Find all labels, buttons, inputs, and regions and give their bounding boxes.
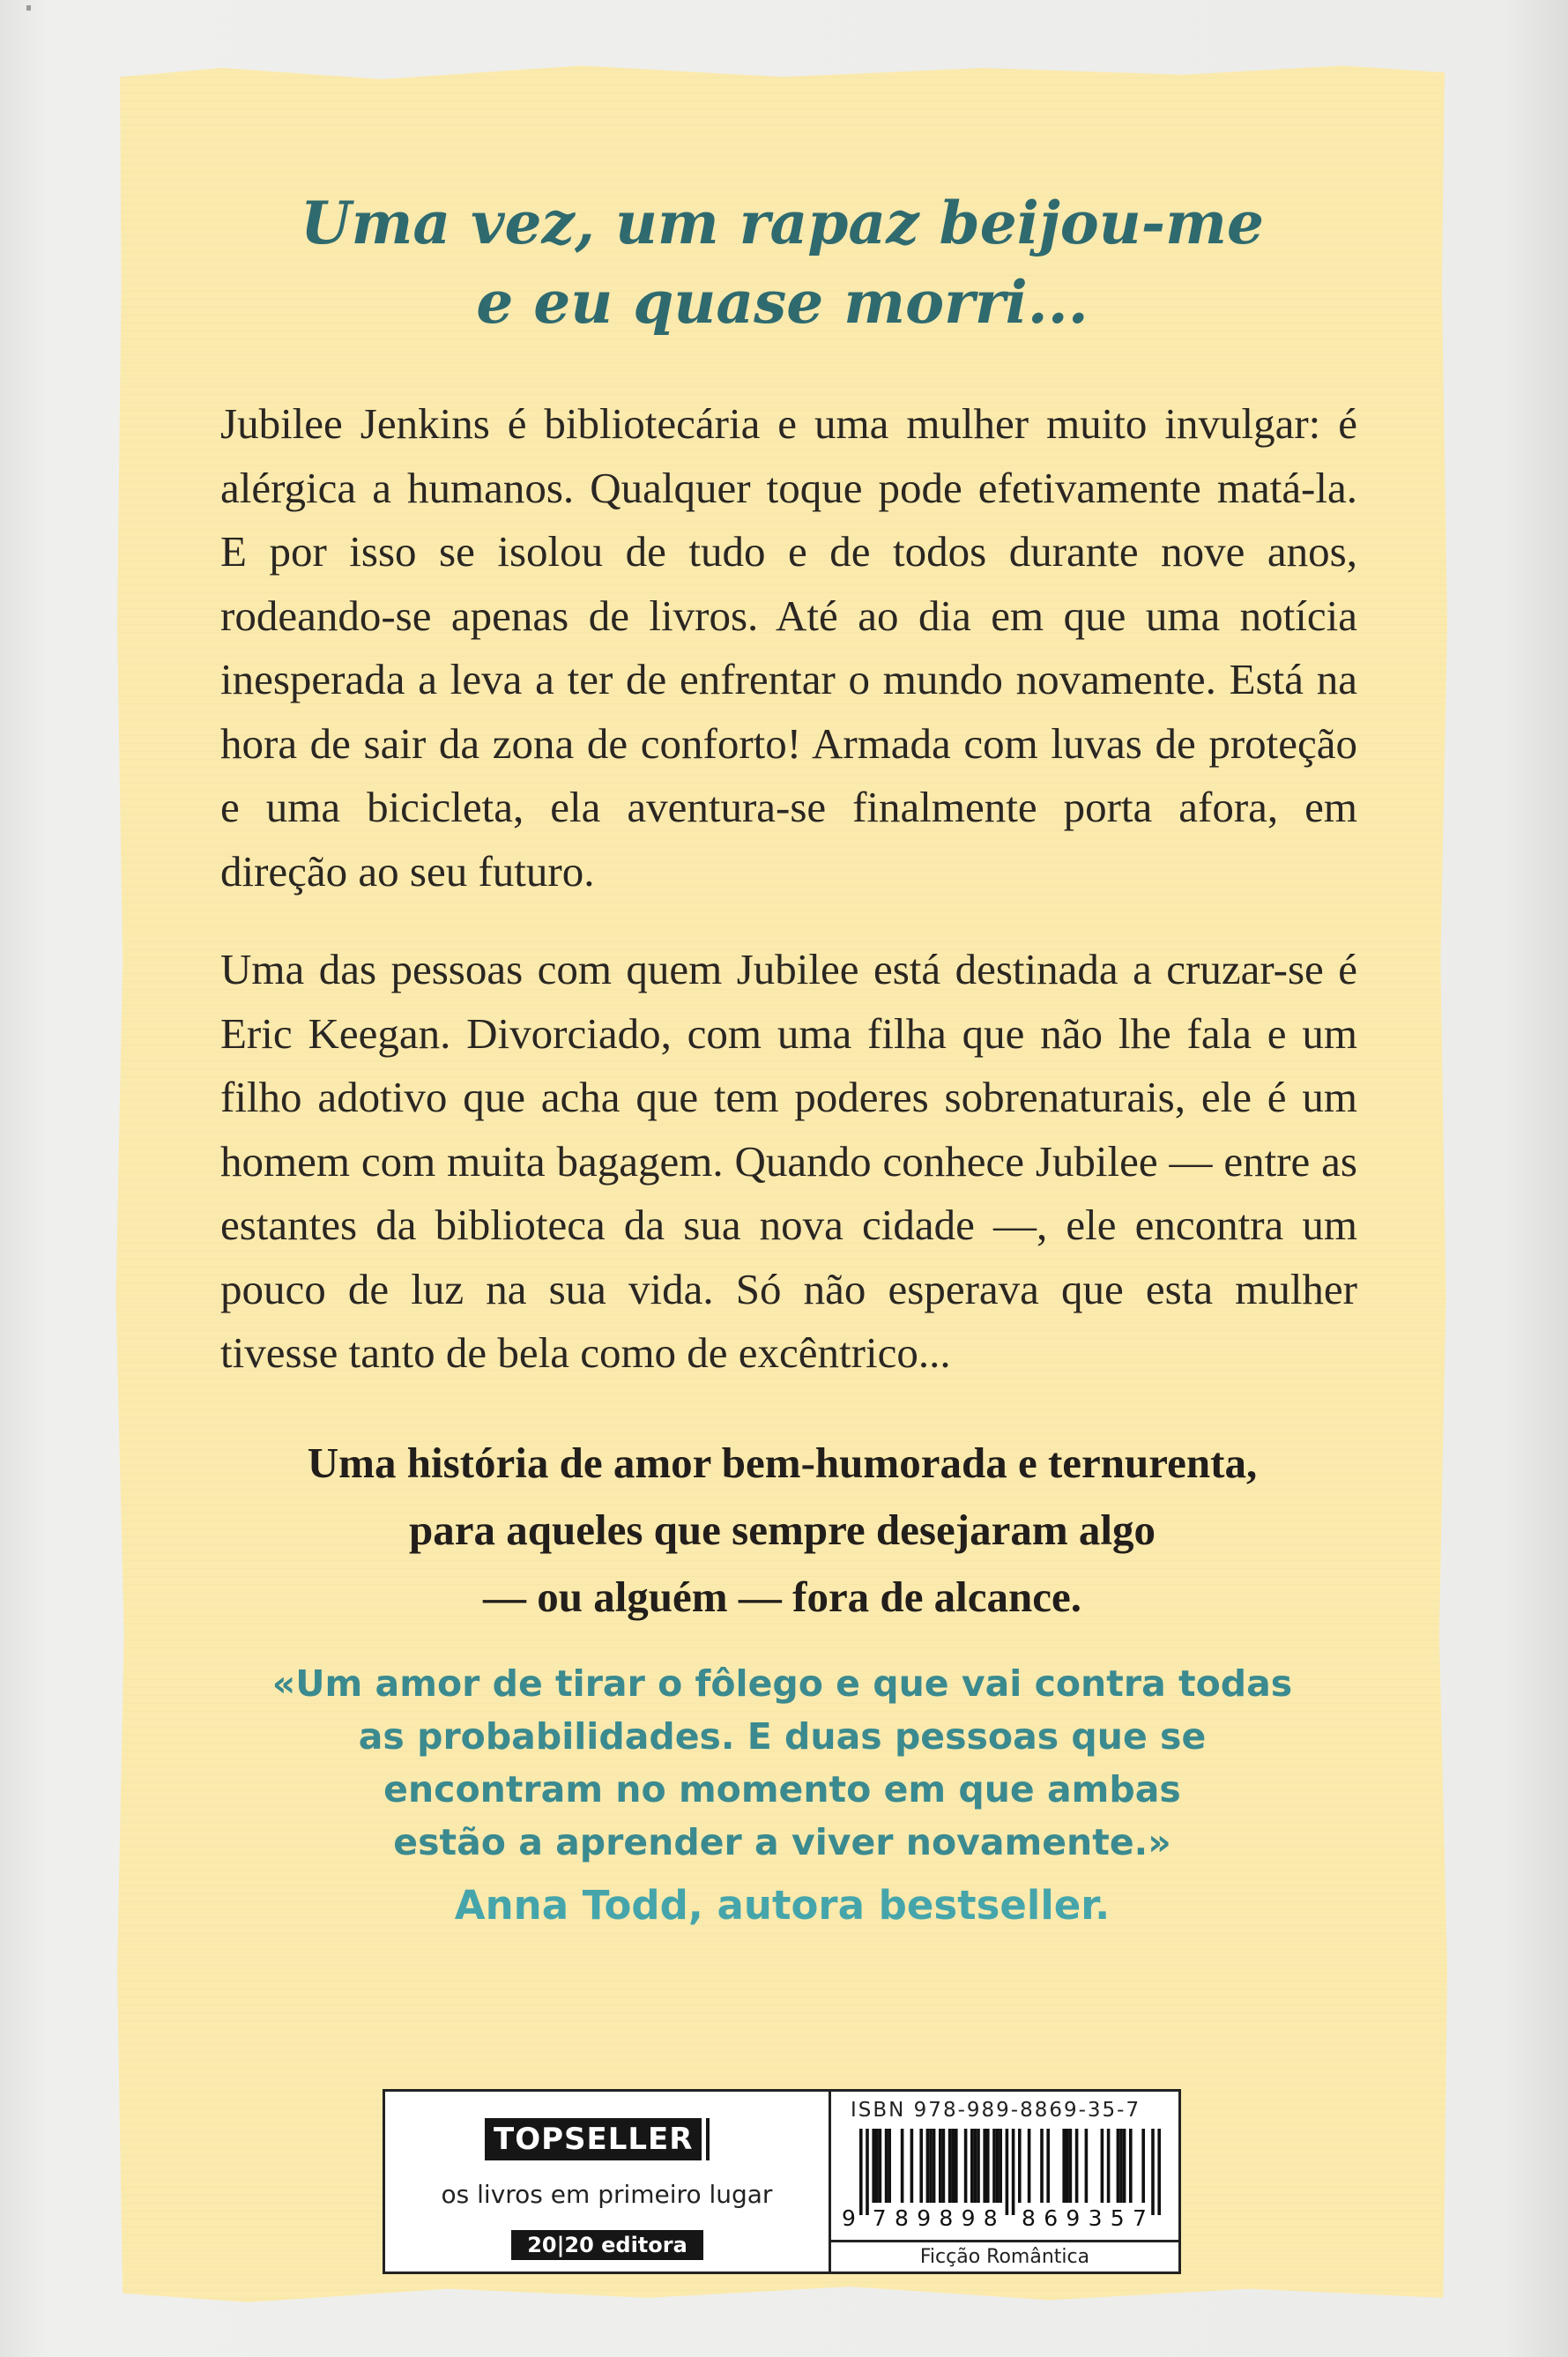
synopsis-paragraph-1: Jubilee Jenkins é bibliotecária e uma mulher muito invulgar: é alérgica a humanos. Qualquer toque pode efetivamente matá-la. E por isso se isolou de tudo e de todos durante nove anos, rodeando-se apenas de livros. Até ao dia em que uma notícia inesperada a leva a ter de enfrentar o mundo novamente. Está na hora de sair da zona de conforto! Armada com luvas de proteção e uma bicicleta, ela aventura-se finalmente porta afora, em direção ao seu futuro. — [220, 399, 1357, 896]
barcode-bar — [1107, 2129, 1111, 2203]
topseller-logo: TOPSELLER — [485, 2118, 702, 2160]
publisher-slogan: os livros em primeiro lugar — [441, 2180, 773, 2209]
barcode-digit: 9 — [917, 2205, 932, 2227]
headline — [115, 183, 1450, 342]
barcode-bar — [919, 2129, 923, 2203]
barcode-digit: 7 — [1133, 2205, 1147, 2227]
barcode-digit: 8 — [939, 2205, 954, 2227]
barcode-digit: 8 — [895, 2205, 909, 2227]
isbn-cell — [831, 2092, 1178, 2271]
barcode-bar — [970, 2129, 974, 2203]
barcode-digit: 9 — [842, 2205, 856, 2227]
barcode-bar — [974, 2129, 977, 2203]
barcode-bar — [1062, 2129, 1066, 2203]
barcode-bar — [1028, 2129, 1031, 2203]
barcode-bar — [1157, 2129, 1161, 2215]
barcode-bar — [929, 2129, 933, 2203]
barcode-digit: 5 — [1110, 2205, 1125, 2227]
tagline — [115, 1430, 1450, 1631]
barcode-bar — [1006, 2129, 1009, 2215]
barcode-bar — [1151, 2129, 1155, 2215]
barcode-bar — [939, 2129, 942, 2203]
barcode-bar — [992, 2129, 996, 2203]
barcode-bar — [1085, 2129, 1089, 2203]
barcode-bar — [1066, 2129, 1069, 2203]
barcode-bar — [879, 2129, 882, 2203]
barcode-bar — [1069, 2129, 1073, 2203]
barcode-bar — [951, 2129, 955, 2203]
barcode-bar — [1119, 2129, 1123, 2203]
barcode-bar — [1129, 2129, 1133, 2203]
headline-line-1: Uma vez, um rapaz beijou-me — [301, 189, 1264, 257]
barcode-bar — [948, 2129, 952, 2203]
barcode-bar — [1012, 2129, 1015, 2215]
barcode-bar — [885, 2129, 888, 2203]
publisher-isbn-box — [383, 2089, 1181, 2274]
barcode-bar — [996, 2129, 1000, 2203]
barcode-bar — [1141, 2129, 1145, 2203]
barcode-bar — [986, 2129, 990, 2203]
barcode-bar — [859, 2129, 863, 2215]
genre-label: Ficção Romântica — [831, 2240, 1178, 2272]
barcode-bar — [1123, 2129, 1126, 2203]
publisher-cell — [385, 2092, 831, 2271]
review-quote — [115, 1657, 1450, 1869]
barcode-bar — [955, 2129, 958, 2203]
barcode-digit: 9 — [961, 2205, 976, 2227]
barcode-digit: 7 — [872, 2205, 887, 2227]
barcode — [840, 2129, 1175, 2227]
barcode-bar — [872, 2129, 875, 2203]
tagline-line-3: — ou alguém — fora de alcance. — [482, 1573, 1082, 1621]
barcode-bar — [1075, 2129, 1079, 2203]
quote-line-4: estão a aprender a viver novamente.» — [393, 1821, 1171, 1863]
barcode-bar — [983, 2129, 986, 2203]
barcode-bar — [1018, 2129, 1022, 2203]
quote-attribution: Anna Todd, autora bestseller. — [454, 1882, 1111, 1929]
synopsis-paragraph-2: Uma das pessoas com quem Jubilee está destinada a cruzar-se é Eric Keegan. Divorciado, com uma filha que não lhe fala e um filho adotivo que acha que tem poderes sobrenaturais, ele é um homem com muita bagagem. Quando conhece Jubilee — entre as estantes da biblioteca da sua nova cidade —, ele encontra um pouco de luz na sua vida. Só não esperava que esta mulher tivesse tanto de bela como de excêntrico... — [220, 945, 1357, 1377]
barcode-bar — [1101, 2129, 1104, 2203]
barcode-bar — [977, 2129, 980, 2203]
quote-line-2: as probabilidades. E duas pessoas que se — [358, 1715, 1207, 1758]
quote-line-3: encontram no momento em que ambas — [383, 1768, 1181, 1811]
barcode-bar — [1040, 2129, 1044, 2203]
barcode-bar — [1046, 2129, 1050, 2203]
barcode-digit: 3 — [1088, 2205, 1103, 2227]
barcode-digit: 8 — [983, 2205, 998, 2227]
barcode-bar — [1117, 2129, 1120, 2203]
barcode-bar — [910, 2129, 914, 2203]
barcode-digit: 6 — [1044, 2205, 1059, 2227]
barcode-digit: 8 — [1022, 2205, 1036, 2227]
barcode-digit: 9 — [1066, 2205, 1081, 2227]
barcode-bar — [933, 2129, 936, 2203]
barcode-bar — [866, 2129, 869, 2215]
barcode-bar — [875, 2129, 879, 2203]
tagline-line-2: para aqueles que sempre desejaram algo — [409, 1506, 1156, 1554]
headline-line-2: e eu quase morri... — [476, 268, 1089, 337]
barcode-bar — [901, 2129, 904, 2203]
isbn-label: ISBN 978-989-8869-35-7 — [851, 2099, 1141, 2122]
barcode-bar — [999, 2129, 1002, 2203]
tagline-line-1: Uma história de amor bem-humorada e ternurenta, — [307, 1439, 1258, 1487]
imprint-logo: 20|20 editora — [511, 2230, 703, 2260]
quote-line-1: «Um amor de tirar o fôlego e que vai contra todas — [271, 1662, 1293, 1705]
barcode-bar — [942, 2129, 946, 2203]
speck-mark — [26, 5, 31, 11]
barcode-bar — [926, 2129, 930, 2203]
barcode-bar — [964, 2129, 968, 2203]
barcode-bar — [888, 2129, 891, 2203]
